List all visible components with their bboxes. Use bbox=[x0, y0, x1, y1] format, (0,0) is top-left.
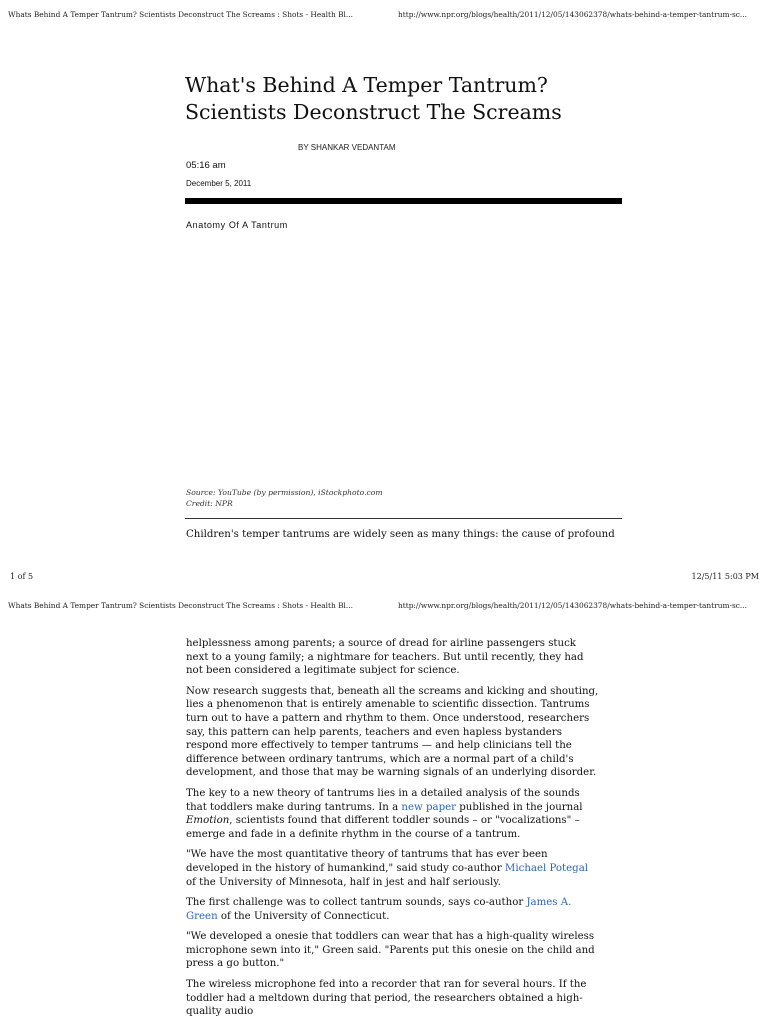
body-paragraph: The wireless microphone fed into a recorder that ran for several hours. If the toddler had a meltdown during that period, the researchers obtained a high-quality audio bbox=[186, 979, 587, 1018]
body-paragraph: Now research suggests that, beneath all the screams and kicking and shouting, lies a phenomenon that is entirely amenable to scientific dissection. Tantrums turn out to have a pattern and rhythm to them. Once understood, researchers say, this pattern can help parents, teachers and even hapless bystanders respond more effectively to temper tantrums — and help clinicians tell the difference between ordinary tantrums, which are a normal part of a child's development, and those that may be warning signals of an underlying disorder. bbox=[186, 685, 599, 779]
media-title: Anatomy Of A Tantrum bbox=[186, 220, 288, 230]
print-header-url[interactable]: http://www.npr.org/blogs/health/2011/12/05/143062378/whats-behind-a-temper-tantrum-sc... bbox=[398, 601, 747, 610]
media-caption bbox=[186, 487, 383, 509]
article-date: December 5, 2011 bbox=[186, 179, 252, 188]
body-paragraph: helplessness among parents; a source of dread for airline passengers stuck next to a young family; a nightmare for teachers. But until recently, they had not been considered a legitimate subject for science. bbox=[186, 638, 584, 677]
journal-name: Emotion bbox=[186, 815, 230, 827]
caption-credit: Credit: NPR bbox=[186, 499, 233, 508]
print-header-title: Whats Behind A Temper Tantrum? Scientists Deconstruct The Screams : Shots - Health Bl... bbox=[8, 601, 353, 610]
lead-paragraph: Children's temper tantrums are widely seen as many things: the cause of profound bbox=[186, 529, 615, 540]
james-green-link[interactable]: James A. Green bbox=[186, 897, 572, 922]
body-paragraph: "We have the most quantitative theory of tantrums that has ever been developed in the history of humankind," said study co-author Michael Potegal of the University of Minnesota, half in jest and half seriously. bbox=[186, 849, 589, 888]
print-header-title: Whats Behind A Temper Tantrum? Scientists Deconstruct The Screams : Shots - Health Bl... bbox=[8, 10, 353, 19]
media-placeholder[interactable] bbox=[185, 235, 622, 480]
print-footer bbox=[0, 572, 768, 586]
article-headline: What's Behind A Temper Tantrum? Scientists Deconstruct The Screams bbox=[185, 73, 562, 124]
print-header bbox=[0, 8, 768, 22]
body-paragraph: The first challenge was to collect tantrum sounds, says co-author James A. Green of the University of Connecticut. bbox=[186, 897, 572, 922]
caption-divider bbox=[185, 518, 622, 519]
print-header-url[interactable]: http://www.npr.org/blogs/health/2011/12/05/143062378/whats-behind-a-temper-tantrum-sc... bbox=[398, 10, 747, 19]
article-time: 05:16 am bbox=[186, 160, 226, 171]
body-paragraph: "We developed a onesie that toddlers can wear that has a high-quality wireless microphone sewn into it," Green said. "Parents put this onesie on the child and press a go button." bbox=[186, 931, 595, 970]
body-paragraph: The key to a new theory of tantrums lies in a detailed analysis of the sounds that toddlers make during tantrums. In a new paper published in the journal Emotion, scientists found that different toddler sounds – or "vocalizations" – emerge and fade in a definite rhythm in the course of a tantrum. bbox=[186, 787, 583, 840]
article-byline: BY SHANKAR VEDANTAM bbox=[298, 143, 396, 152]
section-divider bbox=[185, 198, 622, 204]
page-number: 1 of 5 bbox=[10, 572, 34, 581]
print-datetime: 12/5/11 5:03 PM bbox=[691, 572, 759, 581]
print-header bbox=[0, 599, 768, 613]
caption-source: Source: YouTube (by permission), iStockphoto.com bbox=[186, 488, 383, 497]
michael-potegal-link[interactable]: Michael Potegal bbox=[504, 862, 589, 874]
new-paper-link[interactable]: new paper bbox=[401, 801, 456, 813]
article-body bbox=[186, 637, 600, 1026]
